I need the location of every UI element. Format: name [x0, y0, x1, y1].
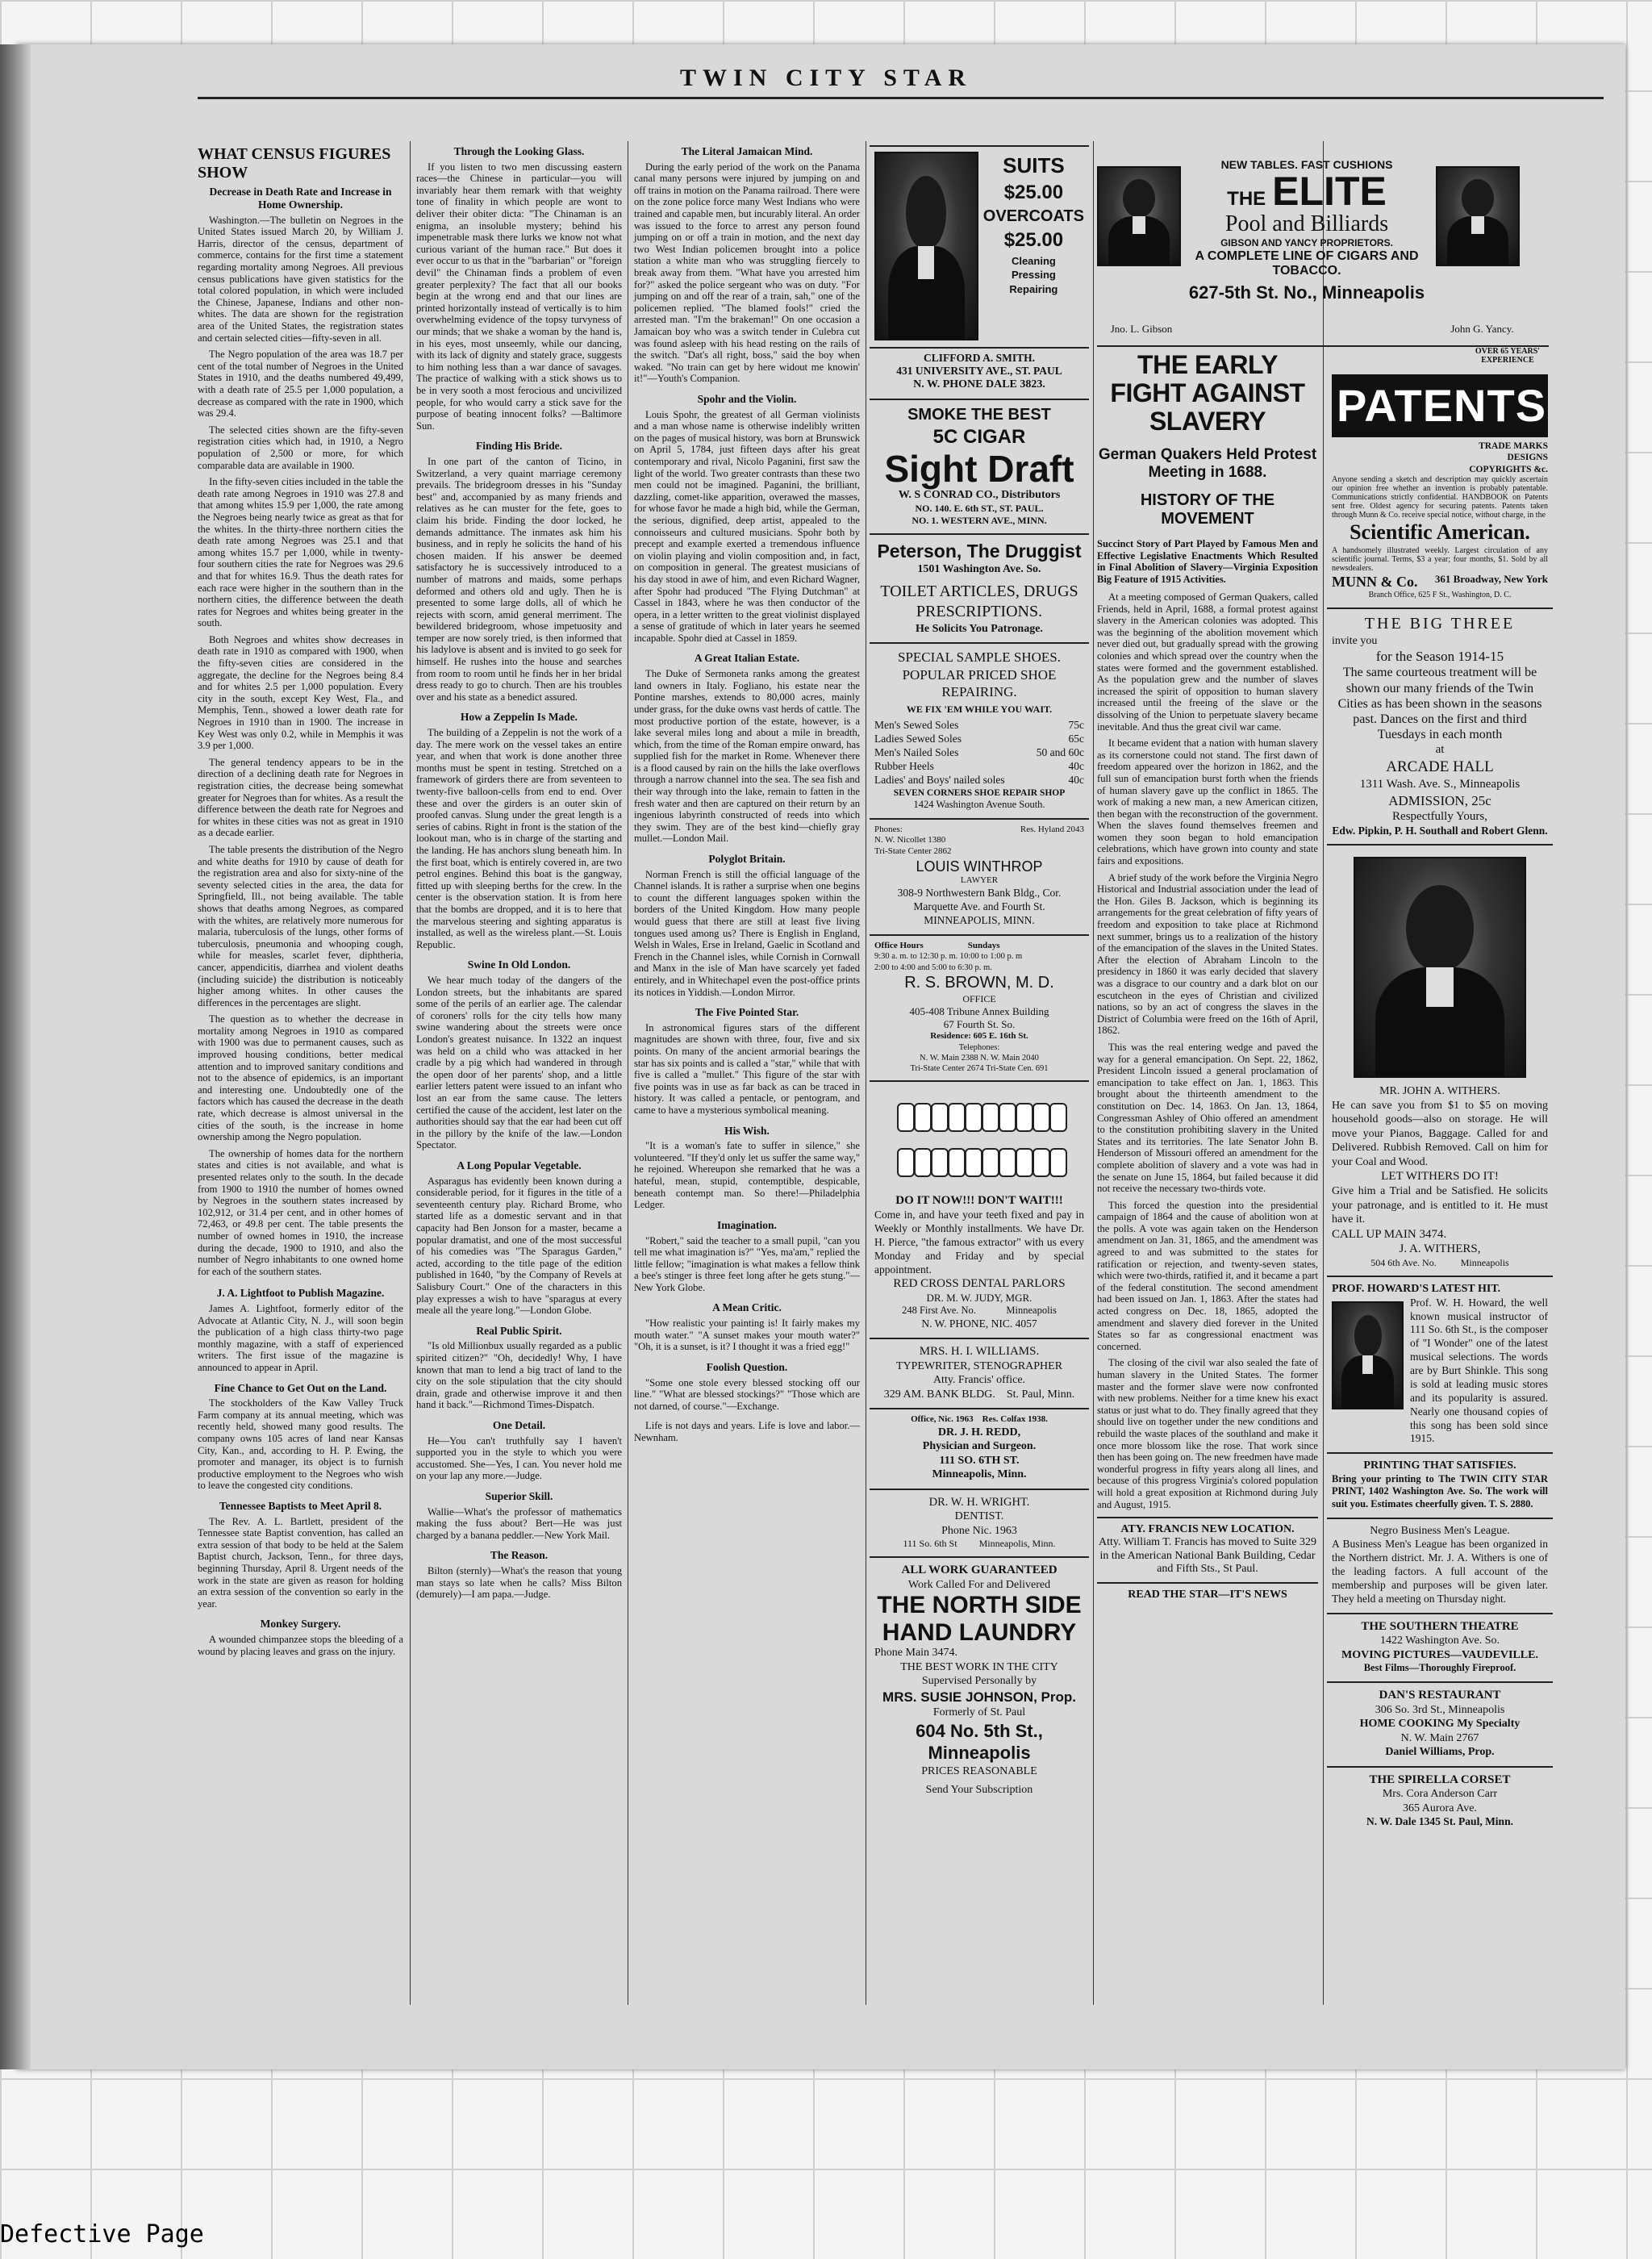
tooth-drawing — [897, 1103, 915, 1132]
tooth-drawing — [1049, 1148, 1067, 1177]
ad-text: MOVING PICTURES—VAUDEVILLE. — [1341, 1648, 1538, 1661]
ad-text: A COMPLETE LINE OF CIGARS AND TOBACCO. — [1195, 248, 1419, 278]
article-headline: His Wish. — [724, 1124, 770, 1137]
tooth-drawing — [897, 1148, 915, 1177]
tooth-drawing — [982, 1148, 999, 1177]
article-headline: Foolish Question. — [706, 1360, 788, 1373]
smith-tailor-ad — [870, 145, 1089, 349]
tooth-drawing — [931, 1103, 949, 1132]
ad-text: PRESCRIPTIONS. — [916, 602, 1043, 620]
ad-text: Pressing — [1011, 269, 1056, 282]
ad-text: He Solicits You Patronage. — [916, 622, 1043, 635]
article-paragraph: In the fifty-seven cities included in the table the death rate among Negroes in 1910 was 27.8 and that among whites 15.9 per 1,000, the rate among the Negroes being nearly twice as great as that for the whites. In the thirty-three northern cities the death rate among Negroes was 25.1 and that among whites 15.7 per 1,000, while in twenty-four southern cities the rate for Negroes was 29.6 and that for whites 16.9. Thus the death rates for each race were higher in the southern than in the northern cities, the difference between the death rates for Negroes and whites being greater in the south. — [198, 476, 403, 629]
ad-address: 604 No. 5th St., Minneapolis — [916, 1720, 1043, 1764]
tooth-drawing — [965, 1148, 982, 1177]
ad-name: THE SPIRELLA CORSET — [1369, 1773, 1511, 1786]
ad-text: $25.00 — [1003, 182, 1064, 204]
tooth-drawing — [931, 1148, 949, 1177]
ad-text: Physician and Surgeon. — [922, 1440, 1037, 1453]
ad-text: WE FIX 'EM WHILE YOU WAIT. — [906, 704, 1053, 716]
article-paragraph: Asparagus has evidently been known during a considerable period, for it figures in the title of a seventeenth century play. Richard Brome, who started life as a domestic servant and in that capacity had Ben Jonson for a master, became a popular dramatist, and one of the most successful of his comedies was "The Sparagus Garden," acted, according to the title page of the edition published in 1640, "by the Company of Revels at Salisbury Court." One of the characters in this play expresses a wish to have "sparagus at every meale all the yeare long."—London Globe. — [416, 1175, 622, 1317]
article-paragraph: This forced the question into the presidential campaign of 1864 and the cause of abolition won at the polls. A vote was again taken on the Henderson amendment on Jan. 31, 1865, and the amendment was agreed to and was submitted to the states for ratification or rejection, and twenty-seven states, which were two-thirds, ratified it, and it became a part of the federal constitution. The second amendment had been issued on Jan. 1, 1863. After the states had acted congress on Dec. 18, 1865, adopted the amendment and slavery died forever in the United States so far as congressional enactment was concerned. — [1097, 1199, 1318, 1352]
notice-head: ATY. FRANCIS NEW LOCATION. — [1120, 1523, 1295, 1536]
tooth-drawing — [914, 1148, 932, 1177]
article-headline: Real Public Spirit. — [476, 1324, 562, 1337]
ad-phone: Phone Main 3474. — [874, 1647, 958, 1660]
price-row — [874, 733, 1084, 746]
tooth-drawing — [948, 1103, 966, 1132]
ad-text: Cleaning — [1011, 254, 1056, 267]
ad-text: MUNN & Co. — [1332, 573, 1418, 590]
ad-text: 361 Broadway, New York — [1434, 572, 1548, 585]
ad-text: Residence: 605 E. 16th St. — [930, 1031, 1028, 1042]
notice-head: Negro Business Men's League. — [1370, 1524, 1510, 1537]
ad-brand: THE BIG THREE — [1364, 614, 1516, 633]
price-list — [874, 719, 1084, 787]
portrait-photo — [1354, 857, 1526, 1078]
price-item: Ladies Sewed Soles — [874, 733, 962, 745]
ad-text: Respectfully Yours, — [1392, 809, 1487, 823]
article-deck: HISTORY OF THE MOVEMENT — [1140, 491, 1275, 528]
ad-text: DO IT NOW!!! DON'T WAIT!!! — [895, 1194, 1063, 1208]
article-paragraph: "Some one stole every blessed stocking off our line." "What are blessed stockings?" "Those which are not darned, of course."—Exchange. — [634, 1376, 860, 1412]
tooth-drawing — [948, 1148, 966, 1177]
column-3 — [634, 145, 860, 1449]
price-item: Rubber Heels — [874, 759, 934, 772]
article-paragraph: We hear much today of the dangers of the London streets, but the inhabitants are spared some of the perils of an earlier age. The calendar of coroners' rolls for the city tells how many swine wandering about the streets were once London's greatest nuisance. In 1322 an inquest was held on a child who was attacked in her cradle by a pig which had wandered in through the open door of her parents' shop, and a little earlier letters patent were issued to an infant who lost an ear from the same cause. The letters certified the cause of the accident, lest later on the authorities should say that the ear had been cut off in the pillory by the knife of the law.—London Spectator. — [416, 975, 622, 1151]
column-4-ads — [870, 145, 1089, 1804]
article-headline: WHAT CENSUS FIGURES SHOW — [198, 145, 391, 182]
article-headline: J. A. Lightfoot to Publish Magazine. — [216, 1287, 385, 1300]
article-paragraph: The stockholders of the Kaw Valley Truck Farm company at its annual meeting, which was recently held, showed many good results. The company owns 105 acres of land near Kansas City, Kan., and, according to H. P. Ewing, the promoter and manager, its object is to furnish productive employment to the Negroes who wish to leave the congested city conditions. — [198, 1397, 403, 1492]
elite-billiards-ad — [1097, 144, 1549, 347]
ad-text: Pool and Billiards — [1224, 211, 1389, 237]
ad-phone: N. W. Dale 1345 St. Paul, Minn. — [1366, 1815, 1513, 1828]
tooth-drawing — [999, 1148, 1016, 1177]
price-value: 40c — [1068, 773, 1084, 786]
article-subhead: Decrease in Death Rate and Increase in Home Ownership. — [209, 186, 392, 211]
article-paragraph: The Rev. A. L. Bartlett, president of the Tennessee state Baptist convention, has called an extra session of that body to be held at the Salem Baptist church, Jackson, Tenn., for three days, beginning Thursday, April 8. Urgent needs of the work in the state are given as reason for holding an extra session of the convention so early in the year. — [198, 1515, 403, 1610]
ad-phone: Office, Nic. 1963 Res. Colfax 1938. — [911, 1414, 1048, 1425]
article-headline: One Detail. — [492, 1418, 546, 1431]
article-paragraph: "How realistic your painting is! It fairly makes my mouth water." "A sunset makes your mouth water?" "Oh, it is a sunset, is it? I thought it was a fried egg!" — [634, 1317, 860, 1353]
ad-text: Work Called For and Delivered — [907, 1578, 1051, 1591]
article-paragraph: The general tendency appears to be in the direction of a declining death rate for Negroes in registration cities, the decrease being somewhat greater for Negroes than for whites. As a result the difference between the death rate for Negroes and for whites in these cities was not as great in 1910 as a decade earlier. — [198, 756, 403, 839]
photo-caption: John G. Yancy. — [1450, 323, 1514, 335]
notice-body: A Business Men's League has been organized in the Northern district. Mr. J. A. Withers is one of the leading factors. A full account of the membership and purposes will be given later. They held a meeting on Thursday night. — [1332, 1538, 1548, 1605]
ad-text: ARCADE HALL — [1386, 758, 1494, 776]
ad-text: Supervised Personally by — [921, 1675, 1037, 1688]
ad-text: ADMISSION, 25c — [1388, 792, 1491, 808]
article-headline: Fine Chance to Get Out on the Land. — [214, 1381, 387, 1394]
article-headline: How a Zeppelin Is Made. — [460, 711, 578, 724]
ad-address: 431 UNIVERSITY AVE., ST. PAUL — [896, 365, 1062, 378]
ad-text: 9:30 a. m. to 12:30 p. m. 10:00 to 1:00 p. m 2:00 to 4:00 and 5:00 to 6:30 p. m. — [874, 952, 1023, 972]
ad-text: Edw. Pipkin, P. H. Southall and Robert Glenn. — [1332, 824, 1548, 837]
winthrop-ad — [870, 820, 1089, 936]
ad-text: MRS. SUSIE JOHNSON, Prop. — [882, 1689, 1076, 1705]
theatre-ad — [1327, 1614, 1553, 1683]
peterson-ad — [870, 535, 1089, 645]
defective-page-label: Defective Page — [0, 2220, 204, 2249]
notice-head: PRINTING THAT SATISFIES. — [1363, 1459, 1516, 1472]
ad-text: Formerly of St. Paul — [932, 1706, 1026, 1719]
wright-ad — [870, 1490, 1089, 1558]
ad-brand: PATENTS — [1332, 374, 1548, 437]
price-value: 75c — [1068, 719, 1084, 732]
article-headline: Superior Skill. — [485, 1489, 553, 1502]
article-paragraph: This was the real entering wedge and paved the way for a general emancipation. On Sept. 22, 1862, President Lincoln issued a general proclamation of emancipation to take effect on Jan. 1, 1863. This brought about the thirteenth amendment to the constitution on Dec. 14, 1863. On Jan. 13, 1864, Congressman Ashley of Ohio offered an amendment to the constitution prohibiting slavery in the United States and its territories. The late Senator John B. Henderson of Missouri offered an amendment for the complete abolition of slavery and a vote was had in the senate on June 15, 1864, but failed because it did not receive the necessary two-thirds vote. — [1097, 1041, 1318, 1195]
article-paragraph: Both Negroes and whites show decreases in death rate in 1910 as compared with 1900, when the fifty-seven cities are considered in the aggregate, the decline for the Negroes being 8.4 and for whites 2.5 per 1,000 population. Every city in the south, except Key West, Fla., and Memphis, Tenn., showed a lower death rate for Negroes in 1910 than in 1900. The increase in Key West was only 0.2, while in Memphis it was 3.9 per 1,000. — [198, 633, 403, 752]
dans-restaurant-ad — [1327, 1683, 1553, 1768]
article-paragraph: The selected cities shown are the fifty-seven registration cities which had, in 1910, a Negro population of 2,500 or more, for which comparable data are available in 1900. — [198, 424, 403, 471]
article-headline: The Literal Jamaican Mind. — [681, 145, 813, 157]
ad-text: 1424 Washington Avenue South. — [913, 798, 1045, 810]
ad-phone: N. W. PHONE DALE 3823. — [870, 378, 1089, 400]
article-headline: Swine In Old London. — [467, 958, 571, 971]
article-paragraph: James A. Lightfoot, formerly editor of the Advocate at Atlantic City, N. J., will soon begin the publication of a high class thirty-two page monthly magazine, with a staff of experienced writers. The first issue of the magazine is announced to appear in April. — [198, 1303, 403, 1373]
howard-notice — [1327, 1277, 1553, 1454]
ad-name: DAN'S RESTAURANT — [1379, 1688, 1501, 1702]
ad-name: RED CROSS DENTAL PARLORS — [893, 1277, 1066, 1291]
masthead: TWIN CITY STAR — [679, 65, 973, 91]
photo-caption: MR. JOHN A. WITHERS. — [1379, 1085, 1500, 1098]
notice-head: PROF. HOWARD'S LATEST HIT. — [1332, 1283, 1501, 1296]
teeth-illustration — [882, 1092, 1076, 1188]
ad-text: LAWYER — [960, 875, 999, 886]
ad-text: GIBSON AND YANCY PROPRIETORS. — [1220, 236, 1393, 248]
ad-text: HOME COOKING My Specialty — [1359, 1718, 1521, 1731]
article-summary: Succinct Story of Part Played by Famous Men and Effective Legislative Enactments Which Resulted in Final Abolition of Slavery—Virginia Exposition Big Feature of 1915 Activities. — [1097, 538, 1318, 585]
notice-body: Bring your printing to The TWIN CITY STAR PRINT, 1402 Washington Ave. So. The work will suit you. Estimates cheerfully given. T. S. 2880. — [1332, 1472, 1548, 1510]
ad-text: He can save you from $1 to $5 on moving household goods—also on storage. He will move your Pianos, Baggage. Called for and Delivered. Rubbish Removed. Call on him for your Coal and Wood. — [1332, 1099, 1548, 1168]
ad-text: Atty. Francis' office. — [932, 1374, 1026, 1387]
article-paragraph: "Robert," said the teacher to a small pupil, "can you tell me what imagination is?" "Yes, ma'am," replied the little fellow; "imagination is what makes a fellow think a bee's stinger is three feet long after he gets stung."—New York Globe. — [634, 1234, 860, 1293]
ad-text: PRICES REASONABLE — [921, 1764, 1037, 1777]
ad-text: Minneapolis, Minn. — [932, 1468, 1027, 1481]
article-paragraph: He—You can't truthfully say I haven't supported you in the style to which you were accustomed. She—Yes, I can. You never hold me on your lap any more.—Judge. — [416, 1434, 622, 1482]
ad-text: OFFICE — [962, 992, 996, 1004]
ad-name: DR. W. H. WRIGHT. — [928, 1495, 1030, 1509]
ad-text: DENTIST. — [954, 1510, 1004, 1523]
article-paragraph: In one part of the canton of Ticino, in Switzerland, a very quaint marriage ceremony prevails. The bridegroom dresses in his "Sunday best" and, accompanied by as many friends and relatives as he can muster for the fete, goes to claim his bride. Finding the door locked, he demands admittance. The inmates ask him his business, and in reply he solicits the hand of his chosen maiden. If his answer be deemed satisfactory he is successively introduced to a number of matrons and maids, some perhaps deformed and others old and ugly. Then he is presented to some large dolls, all of which he rejects with scorn, amid general merriment. The bewildered bridegroom, whose impetuosity and temper are now sorely tried, is then informed that his ladylove is absent and is invited to go seek for himself. He rushes into the house and searches from room to room until he finds her in her bridal dress ready to go to church. Then are his troubles over and his state as a benedict assured. — [416, 455, 622, 703]
ad-address: 365 Aurora Ave. — [1403, 1802, 1477, 1814]
price-row — [874, 719, 1084, 733]
ad-name: MRS. H. I. WILLIAMS. — [919, 1344, 1040, 1358]
redd-ad — [870, 1409, 1089, 1490]
column-rule — [1093, 141, 1094, 2005]
price-row — [874, 774, 1084, 787]
article-paragraph: "It is a woman's fate to suffer in silence," she volunteered. "If they'd only let us suffer the same way," he rejoined. Whereupon she remarked that he was a hateful, mean, stupid, contemptible, despicable, beneath contempt man. So there!—Philadelphia Ledger. — [634, 1140, 860, 1211]
article-headline: The Five Pointed Star. — [695, 1006, 799, 1019]
column-6 — [1327, 347, 1553, 1835]
ad-text: Best Films—Thoroughly Fireproof. — [1363, 1662, 1516, 1674]
ad-text: Mrs. Cora Anderson Carr — [1382, 1788, 1498, 1801]
ad-text: Give him a Trial and be Satisfied. He solicits your patronage, and is entitled to it. He must have it. — [1332, 1185, 1548, 1226]
tooth-drawing — [914, 1103, 932, 1132]
ad-text: THE BEST WORK IN THE CITY — [900, 1660, 1058, 1673]
ad-text: invite you — [1332, 634, 1378, 647]
ad-address: 306 So. 3rd St., Minneapolis — [1375, 1703, 1505, 1716]
article-headline: Polyglot Britain. — [708, 853, 786, 866]
williams-ad — [870, 1339, 1089, 1409]
column-1 — [198, 145, 403, 1662]
price-value: 40c — [1068, 759, 1084, 772]
ad-text: W. S CONRAD CO., Distributors — [898, 489, 1061, 502]
column-rule — [410, 141, 411, 2005]
ad-text: NO. 140. E. 6th ST., ST. PAUL. — [915, 502, 1044, 514]
ad-text: Telephones: N. W. Main 2388 N. W. Main 2040 Tri-State Center 2674 Tri-State Cen. 691 — [910, 1042, 1049, 1074]
article-paragraph: Bilton (sternly)—What's the reason that young man stays so late when he calls? Miss Bilton (demurely)—I am papa.—Judge. — [416, 1565, 622, 1601]
ad-text: for the Season 1914-15 — [1375, 649, 1504, 665]
tooth-drawing — [982, 1103, 999, 1132]
ad-name: LOUIS WINTHROP — [916, 858, 1043, 875]
portrait-photo — [1332, 1301, 1404, 1409]
article-paragraph: The Negro population of the area was 18.7 per cent of the total number of Negroes in the United States in 1910, and the deaths numbered 49,499, with a death rate of 25.5 per 1,000 population, a decrease as compared with the rate in 1900, which was 29.4. — [198, 349, 403, 420]
ad-text: Send Your Subscription — [925, 1784, 1033, 1797]
ad-text: Res. Hyland 2043 — [1020, 824, 1084, 834]
masthead-rule — [198, 97, 1604, 99]
ad-text: at — [1435, 743, 1445, 757]
ad-address: 1311 Wash. Ave. S., Minneapolis — [1359, 777, 1521, 791]
ad-text: SPECIAL SAMPLE SHOES. — [898, 649, 1061, 666]
shoe-repair-ad — [870, 644, 1089, 819]
ad-text: 1501 Washington Ave. So. — [917, 563, 1041, 576]
portrait-photo — [874, 152, 978, 340]
article-paragraph: "Is old Millionbux usually regarded as a public spirited citizen?" "Oh, decidedly! Why, I have known that man to lend a big tract of land to the city on the sole stipulation that the city should drain, grade and otherwise improve it and then hand it back."—Richmond Times-Dispatch. — [416, 1340, 622, 1411]
price-item: Ladies' and Boys' nailed soles — [874, 773, 1005, 786]
notice-body: Atty. William T. Francis has moved to Suite 329 in the American National Bank Building, Cedar and Fifth Sts., St Paul. — [1099, 1536, 1316, 1575]
ad-text: Phones: N. W. Nicollet 1380 Tri-State Center 2862 — [874, 824, 952, 857]
ad-brand: Sight Draft — [884, 447, 1074, 490]
article-paragraph: A brief study of the work before the Virginia Negro Historical and Industrial association under the lead of the Hon. Giles B. Jackson, which is beginning its arrangements for the great celebration of fifty years of freedom and exposition to take place at Richmond next summer, brings us to a realization of the history of the emancipation of the slaves in the United States. After the election of Abraham Lincoln to the presidency in 1860 it was early decided that slavery was a disgrace to our country and a dark blot on our escutcheon in the eyes of Christian and civilized nations, so by an act of congress the slaves in the District of Columbia were freed on the 16th of April, 1862. — [1097, 871, 1318, 1037]
article-paragraph: The closing of the civil war also sealed the fate of human slavery in the United States. The former master and the former slave were now confronted with new problems. Neither for a time knew his exact status or just what to do. They finally agreed that they should live on together under the new conditions and rebuild the waste places of the southland and make it once more blossom like the rose. That work since then has been going on. The new freedmen have made wonderful progress in fifty years along all lines, and because of this progress Virginia's colored population will hold a great exposition at Richmond during July and August, 1915. — [1097, 1357, 1318, 1510]
ad-text: Daniel Williams, Prop. — [1385, 1746, 1495, 1759]
photo-caption: Jno. L. Gibson — [1110, 323, 1173, 335]
ad-brand: THE NORTH SIDE HAND LAUNDRY — [877, 1592, 1082, 1646]
article-headline: Spohr and the Violin. — [697, 392, 797, 405]
withers-ad — [1327, 846, 1553, 1277]
tooth-drawing — [965, 1103, 982, 1132]
ad-text: 5C CIGAR — [932, 425, 1026, 448]
column-rule — [1323, 141, 1324, 2005]
article-headline: The Reason. — [490, 1549, 549, 1562]
ad-text: Repairing — [1009, 282, 1058, 295]
price-row — [874, 746, 1084, 760]
spirella-corset-ad — [1327, 1768, 1553, 1836]
article-paragraph: The Duke of Sermoneta ranks among the greatest land owners in Italy. Fogliano, his estate near the Pontine marshes, extends to 80,000 acres, mainly under grass, for the duke owns vast herds of cattle. The most productive portion of the estate, however, is a lake several miles long and about a mile in breadth, which, from the time of the Roman empire onward, has supplied fish for the market in Rome. Whenever there is a flood caused by rain on the hills the lake overflows through a narrow channel into the sea. The sea fish and their way through into the lake, remain to fatten in the fresh water and then are captured on their return by an ingenious labyrinth constructed of reeds into which they swim. They are of the best kind—chiefly gray mullet.—London Mail. — [634, 668, 860, 845]
article-paragraph: Life is not days and years. Life is love and labor.—Newnham. — [634, 1420, 860, 1443]
article-paragraph: Wallie—What's the professor of mathematics making the fuss about? Bert—He was just charged by a banana peddler.—New York Mail. — [416, 1505, 622, 1541]
article-headline: A Great Italian Estate. — [694, 652, 800, 665]
ad-address: 405-408 Tribune Annex Building 67 Fourth St. So. — [909, 1004, 1049, 1030]
ad-brand: ELITE — [1272, 169, 1387, 215]
portrait-photo — [1097, 166, 1181, 266]
ad-text: A handsomely illustrated weekly. Largest circulation of any scientific journal. Terms, $3 a year; four months, $1. Sold by all newsdealers. — [1332, 545, 1548, 573]
article-headline: THE EARLY FIGHT AGAINST SLAVERY — [1110, 350, 1305, 436]
article-paragraph: Norman French is still the official language of the Channel islands. It is rather a surprise when one begins to count the different languages spoken within the borders of the United Kingdom. How many people would guess that there are still at least five living tongues used among us? There is English in England, Welsh in Wales, Erse in Ireland, Gaelic in Scotland and French in the Channel isles, while Cornish in Cornwall and Manx in the isle of Man have scarcely yet faded entirely, and in Whitechapel even the post-office prints its notices in Yiddish.—London Mirror. — [634, 868, 860, 998]
ad-text: POPULAR PRICED SHOE REPAIRING. — [902, 666, 1057, 699]
article-paragraph: The table presents the distribution of the Negro and white deaths for 1910 by cause of death for the registration area and also for sixty-nine of the seventy selected cities in the area, the data for Springfield, Ill., not being available. The table shows that deaths among Negroes, as compared with the whites, are relatively more numerous for malaria, tuberculosis of the lungs, other forms of tuberculosis, pneumonia and whooping cough, while for measles, scarlet fever, diphtheria, cancer, appendicitis, diarrhea and violent deaths (including suicide) the distribution is noticeably higher among whites. In other causes the differences in the percentages are slight. — [198, 843, 403, 1008]
big-three-ad — [1327, 609, 1553, 846]
dental-ad — [870, 1082, 1089, 1339]
ad-address: 111 SO. 6TH ST. — [939, 1454, 1020, 1467]
ad-phone: Phone Nic. 1963 — [941, 1524, 1017, 1537]
ad-text: OVERCOATS — [982, 207, 1084, 226]
ad-name: THE SOUTHERN THEATRE — [1361, 1619, 1519, 1633]
ad-text: Office Hours Sundays — [874, 940, 1000, 950]
price-item: Men's Nailed Soles — [874, 745, 959, 758]
article-paragraph: A wounded chimpanzee stops the bleeding of a wound by placing leaves and grass on the injury. — [198, 1634, 403, 1657]
ad-address: 329 AM. BANK BLDG. St. Paul, Minn. — [883, 1388, 1075, 1401]
price-value: 50 and 60c — [1036, 745, 1084, 758]
ad-text: The same courteous treatment will be shown our many friends of the Twin Cities as has been shown in the seasons past. Dances on the first and third Tuesdays in each month — [1337, 666, 1542, 742]
portrait-photo — [1436, 166, 1520, 266]
column-2 — [416, 145, 622, 1606]
tooth-drawing — [1016, 1103, 1033, 1132]
article-headline: Imagination. — [717, 1218, 777, 1231]
article-paragraph: Washington.—The bulletin on Negroes in the United States issued March 20, by William J. Harris, director of the census, department of commerce, contains for the first time a statement regarding mortality among Negroes. All previous census publications have given statistics for the total colored population, in which were included the Chinese, Japanese, Indians and other non-whites. The data are shown for the registration area of the United States, the registration states and certain selected cities—fifty-seven in all. — [198, 214, 403, 344]
ad-name: CLIFFORD A. SMITH. — [923, 352, 1035, 364]
article-paragraph: It became evident that a nation with human slavery as its cornerstone could not stand. The first dawn of freedom appeared over the horizon in 1862, and the full sun of emancipation burst forth when the friends of human slavery gave up the conflict in 1865. The work of making a new man, a new American citizen, then began with the reconstruction of the government. When the slaves found themselves freemen and women they soon began to hold emancipation celebrations, which have grown into county and state fairs and expositions. — [1097, 737, 1318, 867]
ad-text: TOILET ARTICLES, DRUGS — [880, 582, 1078, 600]
ad-phone: N. W. PHONE, NIC. 4057 — [921, 1317, 1037, 1330]
ad-text: SUITS — [1003, 153, 1065, 177]
article-headline: A Mean Critic. — [712, 1301, 782, 1314]
article-paragraph: The building of a Zeppelin is not the work of a day. The mere work on the vessel takes an entire year, and when that work is done another three months must be spent in testing. Stretched on a framework of girders there are from seventeen to twenty-five balloon-cells from end to end. Over these and over the girders is an outer skin of proofed canvas. Slung under the great length is a series of cabins. Right in front is the station of the lookout man, who is in charge of the starting and the landing. He has anchors slung beneath him. In the first boat, which is entirely covered in, are two petrol engines. Behind this boat is the gangway, fitted up with sleeping berths for the crew. In the center is the observation station. It is from here that the bombs are dropped, and it is to here that the marvelous steering and sighting apparatus is installed, as well as the wireless plant.—St. Louis Republic. — [416, 727, 622, 950]
ad-address: 308-9 Northwestern Bank Bldg., Cor. Marquette Ave. and Fourth St. MINNEAPOLIS, MINN. — [897, 887, 1062, 926]
ad-phone: N. W. Main 2767 — [1400, 1731, 1479, 1744]
tooth-drawing — [1016, 1148, 1033, 1177]
notice-body: Prof. W. H. Howard, the well known musical instructor of 111 So. 6th St., is the composer of "I Wonder" one of the latest musical selections. The words are by Burt Shinkle. This song is sold at leading music stores and its popularity is assured. Nearly one thousand copies of this song has been sold since 1915. — [1410, 1296, 1548, 1445]
francis-notice — [1097, 1517, 1318, 1576]
tooth-drawing — [999, 1103, 1016, 1132]
article-paragraph: If you listen to two men discussing eastern races—the Chinese in particular—you will invariably hear them remark with that weighty tone of finality in which people are wont to deliver their obiter dicta: "The Chinaman is an enigma, an insoluble mystery; behind his impenetrable mask there lurks we know not what curious variant of the human race." But does it ever occur to us that in the "barbarian" or "foreign devil" the Chinaman finds a problem of even greater perplexity? The fact that all our books begin at the wrong end and that our lines are printed horizontally instead of vertically is to him overwhelming evidence of the topsy turvyness of our minds; that we shake a woman by the hand is, in his eyes, most unseemly, while our dancing, with its lack of dignity and stately grace, suggests to him nothing less than a war dance of savages. The practice of walking with a stick shows us to be in very sooth a most ferocious and uncivilized people, for who would carry a stick save for the purpose of beating innocent folks? —Baltimore Sun. — [416, 161, 622, 432]
ad-text: NEW TABLES. FAST CUSHIONS — [1220, 158, 1393, 171]
article-paragraph: The question as to whether the decrease in mortality among Negroes in 1910 as compared with 1900 was due to permanent causes, such as improved housing conditions, better medical attention and to improved sanitary conditions and not to the absence of epidemics, is an important and interesting one. Undoubtedly one of the factors which has caused the decrease in the death rate, which decrease is almost universal in the cities of the south, is the increase in home ownership among the Negro population. — [198, 1013, 403, 1143]
cigar-ad — [870, 400, 1089, 535]
ad-text: THE — [1227, 188, 1266, 211]
article-headline: Finding His Bride. — [476, 440, 562, 453]
laundry-ad — [870, 1558, 1089, 1804]
article-paragraph: In astronomical figures stars of the different magnitudes are shown with three, four, five and six points. On many of the ancient armorial bearings the star has six points and is called a "star," while that with five is called a "mullet." This figure of the star with five points was in use as far back as can be traced in history. It was called a pentacle, or pentogram, and came to have a mysterious symbolical meaning. — [634, 1021, 860, 1117]
ad-text: DR. M. W. JUDY, MGR. — [926, 1292, 1032, 1305]
ad-text: Anyone sending a sketch and description may quickly ascertain our opinion free whether an invention is probably patentable. Communications strictly confidential. HANDBOOK on Patents sent free. Oldest agency for securing patents. Patents taken through Munn & Co. receive special notice, without charge, in the — [1332, 475, 1548, 520]
ad-address: 1422 Washington Ave. So. — [1379, 1635, 1500, 1647]
printing-notice — [1327, 1454, 1553, 1518]
article-paragraph: The ownership of homes data for the northern states and cities is not available, and what is presented relates only to the south. In the decade from 1900 to 1910 the number of homes owned by Negroes in the southern states increased by 102,912, or 31.4 per cent, and in other homes of 72,463, or 49.8 per cent. The table presents the number of owned homes in 1910, the increase during the decade, 1900 to 1910, and also the number of Negro inhabitants to one owned home for each of the southern states. — [198, 1147, 403, 1277]
ad-text: SEVEN CORNERS SHOE REPAIR SHOP — [893, 787, 1066, 798]
ad-text: $25.00 — [1003, 229, 1064, 252]
price-item: Men's Sewed Soles — [874, 719, 959, 732]
price-row — [874, 760, 1084, 774]
league-notice — [1327, 1519, 1553, 1614]
ad-text: ALL WORK GUARANTEED — [901, 1564, 1058, 1577]
tooth-drawing — [1049, 1103, 1067, 1132]
ad-text: SMOKE THE BEST — [907, 405, 1051, 424]
article-headline: A Long Popular Vegetable. — [457, 1159, 582, 1171]
ad-text: LET WITHERS DO IT! — [1381, 1170, 1499, 1184]
ad-text: NO. 1. WESTERN AVE., MINN. — [912, 514, 1047, 526]
article-headline: Tennessee Baptists to Meet April 8. — [219, 1499, 382, 1512]
brown-ad — [870, 936, 1089, 1083]
ad-text: Branch Office, 625 F St., Washington, D. C. — [1368, 591, 1512, 600]
ad-address: 504 6th Ave. No. Minneapolis — [1370, 1257, 1509, 1269]
ad-name: R. S. BROWN, M. D. — [904, 973, 1054, 992]
article-deck: German Quakers Held Protest Meeting in 1688. — [1098, 445, 1317, 481]
article-headline: Through the Looking Glass. — [453, 145, 585, 157]
ad-name: DR. J. H. REDD, — [937, 1426, 1021, 1438]
binding-spine — [0, 44, 31, 2069]
article-paragraph: At a meeting composed of German Quakers, called Friends, held in April, 1688, a formal protest against slavery in the American colonies was adopted. This was the beginning of the abolition movement which never died out, but gradually spread with the growing colonies and which spread over the country when the states were formed and the government established. As the population grew and the number of slaves increased the spirit of opposition to human slavery increased until the freeing of the slave or the dissolving of the Union to perpetuate slavery became inevitable. And thus the great civil war came. — [1097, 591, 1318, 733]
article-headline: Monkey Surgery. — [260, 1618, 341, 1631]
tooth-drawing — [1032, 1103, 1050, 1132]
read-star-banner: READ THE STAR—IT'S NEWS — [1097, 1582, 1318, 1601]
ad-address: 627-5th St. No., Minneapolis — [1188, 282, 1425, 303]
ad-text: TYPEWRITER, STENOGRAPHER — [895, 1359, 1063, 1372]
ad-text: Come in, and have your teeth fixed and pay in Weekly or Monthly installments. We have Dr. H. Pierce, "the famous extractor" with us every Monday and Friday and by special appointment. — [874, 1209, 1084, 1276]
tooth-drawing — [1032, 1148, 1050, 1177]
ad-address: 111 So. 6th St Minneapolis, Minn. — [903, 1538, 1056, 1550]
ad-name: J. A. WITHERS, — [1399, 1242, 1481, 1256]
ad-brand: Scientific American. — [1350, 520, 1530, 545]
article-paragraph: During the early period of the work on the Panama canal many persons were injured by jumping on and off trains in motion on the Panama railroad. There were on the zone police force many West Indians who were trained and capable men, but incurably literal. An order was issued to the force to arrest any person found jumping on or off a train in motion, and the next day two West Indian policemen brought into a police station a white man who was struggling fiercely to break away from them. "What have you arrested him for?" asked the police sergeant who was on duty. "For jumping on and off the rear of a train, sah," one of the policemen replied. "The blamed fools!" cried the arrested man. "I'm the brakeman!" On one occasion a Jamaican boy who was a switch tender in Culebra cut was found asleep with his head resting on the rails of the switch. "Dat's all right, boss," said the boy when waked. "No train can get by here widout me knowin' it!"—Youth's Companion. — [634, 161, 861, 385]
ad-text: OVER 65 YEARS' EXPERIENCE — [1475, 347, 1541, 365]
ad-text: TRADE MARKS DESIGNS COPYRIGHTS &c. — [1469, 441, 1548, 474]
ad-address: 248 First Ave. No. Minneapolis — [902, 1305, 1057, 1317]
price-value: 65c — [1068, 733, 1084, 745]
article-paragraph: Louis Spohr, the greatest of all German violinists and a man whose name is otherwise indelibly written on the pages of musical history, was born at Brunswick on April 5, 1784, just fifteen days after his great contemporary and rival, Nicolo Paganini, first saw the light of the world. Two greater contrasts than these two men could not be imagined. Paganini, the brilliant, dazzling, comet-like apparition, overawed the masses, for whose favor he made a high bid, while the German, the serious, dignified, deep artist, appealed to the connoisseurs and cultured musicians. Spohr both by precept and example exerted a tremendous influence on violin playing and violin composition and, in fact, on composition in general. The greatest musicians of his day stood in awe of him, and even Richard Wagner, after Spohr had produced "The Flying Dutchman" at Cassel in 1843, where he was then conductor of the opera, in a letter written to the great violinist displayed a sense of gratitude of which in later years he seemed incapable. Spohr died at Cassel in 1859. — [634, 408, 860, 644]
ad-brand: Peterson, The Druggist — [877, 540, 1082, 562]
ad-phone: CALL UP MAIN 3474. — [1332, 1227, 1447, 1241]
patents-ad — [1327, 347, 1553, 609]
